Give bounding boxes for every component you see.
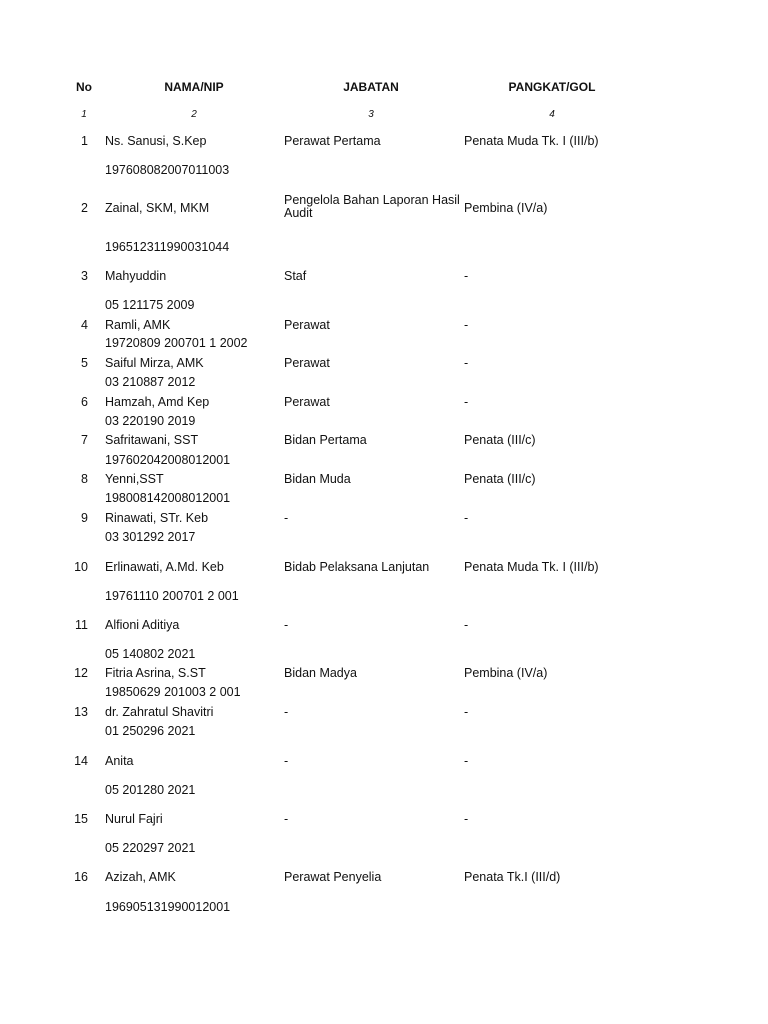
row-number: 16: [74, 870, 88, 884]
employee-name: Yenni,SST: [105, 472, 164, 486]
column-number-2: 2: [191, 109, 197, 120]
employee-name: dr. Zahratul Shavitri: [105, 705, 214, 719]
employee-name: Nurul Fajri: [105, 812, 163, 826]
row-number: 10: [74, 560, 88, 574]
employee-nip: 05 121175 2009: [105, 298, 195, 312]
employee-pangkat-gol: -: [464, 511, 469, 525]
row-number: 1: [81, 134, 88, 148]
employee-name: Zainal, SKM, MKM: [105, 201, 210, 215]
employee-name: Ramli, AMK: [105, 318, 171, 332]
row-number: 11: [75, 618, 88, 632]
header-pangkat-gol: PANGKAT/GOL: [508, 80, 596, 94]
employee-name: Rinawati, STr. Keb: [105, 511, 209, 525]
row-number: 14: [74, 754, 88, 768]
employee-jabatan: Staf: [284, 269, 307, 283]
employee-pangkat-gol: Pembina (IV/a): [464, 666, 548, 680]
employee-nip: 05 201280 2021: [105, 783, 196, 797]
employee-nip: 19720809 200701 1 2002: [105, 336, 248, 350]
employee-pangkat-gol: Penata Tk.I (III/d): [464, 870, 561, 884]
header-nama-nip: NAMA/NIP: [164, 80, 224, 94]
employee-nip: 19761110 200701 2 001: [105, 589, 239, 603]
employee-jabatan: Perawat Penyelia: [284, 870, 382, 884]
column-number-4: 4: [549, 109, 555, 120]
employee-name: Fitria Asrina, S.ST: [105, 666, 206, 680]
employee-name: Azizah, AMK: [105, 870, 176, 884]
employee-jabatan: Perawat: [284, 318, 330, 332]
row-number: 7: [81, 433, 88, 447]
employee-jabatan: -: [284, 812, 289, 826]
employee-jabatan: Bidan Muda: [284, 472, 351, 486]
employee-pangkat-gol: -: [464, 705, 469, 719]
row-number: 8: [81, 472, 88, 486]
employee-pangkat-gol: -: [464, 318, 469, 332]
employee-nip: 05 220297 2021: [105, 841, 196, 855]
row-number: 2: [81, 201, 88, 215]
employee-nip: 03 210887 2012: [105, 375, 196, 389]
row-number: 4: [81, 318, 88, 332]
employee-name: Mahyuddin: [105, 269, 167, 283]
employee-jabatan: Perawat Pertama: [284, 134, 381, 148]
employee-pangkat-gol: -: [464, 754, 469, 768]
employee-nip: 03 220190 2019: [105, 414, 196, 428]
employee-jabatan: Pengelola Bahan Laporan Hasil Audit: [284, 193, 460, 220]
employee-name: Anita: [105, 754, 134, 768]
employee-jabatan: -: [284, 618, 289, 632]
employee-jabatan: Bidab Pelaksana Lanjutan: [284, 560, 430, 574]
employee-pangkat-gol: Penata Muda Tk. I (III/b): [464, 560, 599, 574]
row-number: 13: [74, 705, 88, 719]
employee-jabatan: -: [284, 705, 289, 719]
employee-nip: 196512311990031044: [105, 240, 230, 254]
row-number: 6: [81, 395, 88, 409]
row-number: 15: [74, 812, 88, 826]
employee-pangkat-gol: -: [464, 618, 469, 632]
row-number: 5: [81, 356, 88, 370]
employee-name: Erlinawati, A.Md. Keb: [105, 560, 224, 574]
employee-jabatan: Perawat: [284, 356, 330, 370]
employee-pangkat-gol: -: [464, 395, 469, 409]
employee-nip: 19850629 201003 2 001: [105, 685, 241, 699]
header-no: No: [76, 80, 92, 94]
employee-jabatan: Bidan Madya: [284, 666, 357, 680]
employee-pangkat-gol: -: [464, 269, 469, 283]
employee-nip: 01 250296 2021: [105, 724, 196, 738]
row-number: 3: [81, 269, 88, 283]
employee-jabatan: -: [284, 754, 289, 768]
employee-pangkat-gol: -: [464, 356, 469, 370]
row-number: 9: [81, 511, 88, 525]
employee-name: Safritawani, SST: [105, 433, 199, 447]
employee-pangkat-gol: Penata Muda Tk. I (III/b): [464, 134, 599, 148]
employee-pangkat-gol: Pembina (IV/a): [464, 201, 548, 215]
employee-jabatan: -: [284, 511, 289, 525]
row-number: 12: [74, 666, 88, 680]
employee-nip: 05 140802 2021: [105, 647, 196, 661]
employee-name: Saiful Mirza, AMK: [105, 356, 204, 370]
employee-jabatan: Perawat: [284, 395, 330, 409]
employee-jabatan: Bidan Pertama: [284, 433, 367, 447]
employee-nip: 03 301292 2017: [105, 530, 196, 544]
header-jabatan: JABATAN: [343, 80, 399, 94]
employee-nip: 197602042008012001: [105, 453, 231, 467]
column-number-1: 1: [81, 109, 87, 120]
employee-nip: 196905131990012001: [105, 900, 231, 914]
employee-name: Hamzah, Amd Kep: [105, 395, 210, 409]
employee-nip: 197608082007011003: [105, 163, 230, 177]
employee-name: Alfioni Aditiya: [105, 618, 180, 632]
employee-nip: 198008142008012001: [105, 491, 231, 505]
employee-pangkat-gol: -: [464, 812, 469, 826]
employee-pangkat-gol: Penata (III/c): [464, 433, 536, 447]
column-number-3: 3: [368, 109, 374, 120]
employee-pangkat-gol: Penata (III/c): [464, 472, 536, 486]
employee-name: Ns. Sanusi, S.Kep: [105, 134, 207, 148]
